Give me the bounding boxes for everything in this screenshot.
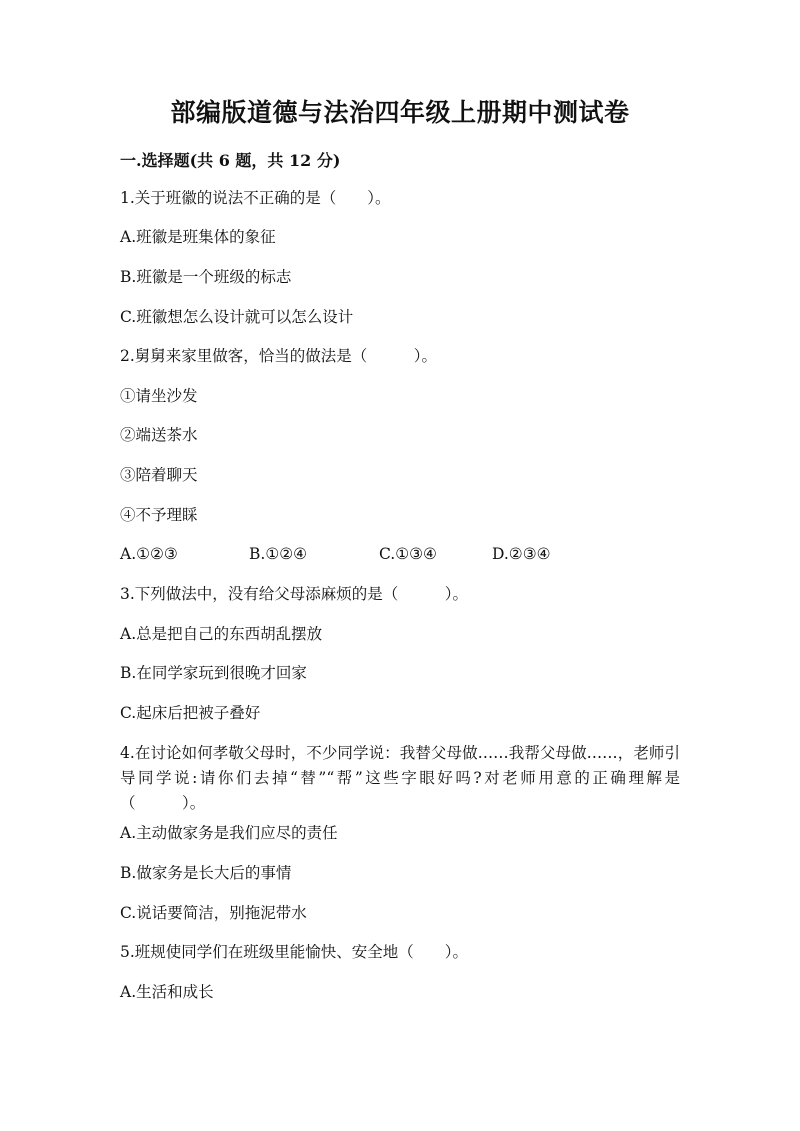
question-5-option-a: A.生活和成长 [120, 983, 214, 1001]
question-2-option-c: C.①③④ [379, 545, 437, 563]
question-3-stem: 3.下列做法中，没有给父母添麻烦的是（ ）。 [120, 585, 469, 603]
question-2-stem: 2.舅舅来家里做客，恰当的做法是（ ）。 [120, 347, 438, 365]
question-2-item-3: ③陪着聊天 [120, 466, 198, 484]
section-heading: 一.选择题(共 6 题，共 12 分) [120, 151, 341, 170]
question-2-item-2: ②端送茶水 [120, 426, 198, 444]
question-4-stem: 4.在讨论如何孝敬父母时，不少同学说：我替父母做……我帮父母做……，老师引导同学说:请你们去掉“替”“帮”这些字眼好吗?对老师用意的正确理解是（ ）。 [120, 744, 680, 812]
question-2-option-d: D.②③④ [492, 545, 551, 563]
question-2-option-b: B.①②④ [249, 545, 308, 563]
question-4-option-a: A.主动做家务是我们应尽的责任 [120, 824, 338, 842]
question-1-option-c: C.班徽想怎么设计就可以怎么设计 [120, 308, 354, 326]
page-title: 部编版道德与法治四年级上册期中测试卷 [170, 98, 630, 127]
question-2-item-4: ④不予理睬 [120, 506, 198, 524]
question-3-option-b: B.在同学家玩到很晚才回家 [120, 664, 307, 682]
question-4-option-b: B.做家务是长大后的事情 [120, 864, 292, 882]
question-4-option-c: C.说话要简洁，别拖泥带水 [120, 904, 307, 922]
question-1-stem: 1.关于班徽的说法不正确的是（ ）。 [120, 189, 391, 207]
question-3-option-c: C.起床后把被子叠好 [120, 704, 261, 722]
question-1-option-b: B.班徽是一个班级的标志 [120, 268, 292, 286]
question-5-stem: 5.班规使同学们在班级里能愉快、安全地（ ）。 [120, 943, 469, 961]
question-3-option-a: A.总是把自己的东西胡乱摆放 [120, 625, 323, 643]
question-2-option-a: A.①②③ [120, 545, 178, 563]
question-1-option-a: A.班徽是班集体的象征 [120, 228, 276, 246]
question-2-item-1: ①请坐沙发 [120, 387, 198, 405]
